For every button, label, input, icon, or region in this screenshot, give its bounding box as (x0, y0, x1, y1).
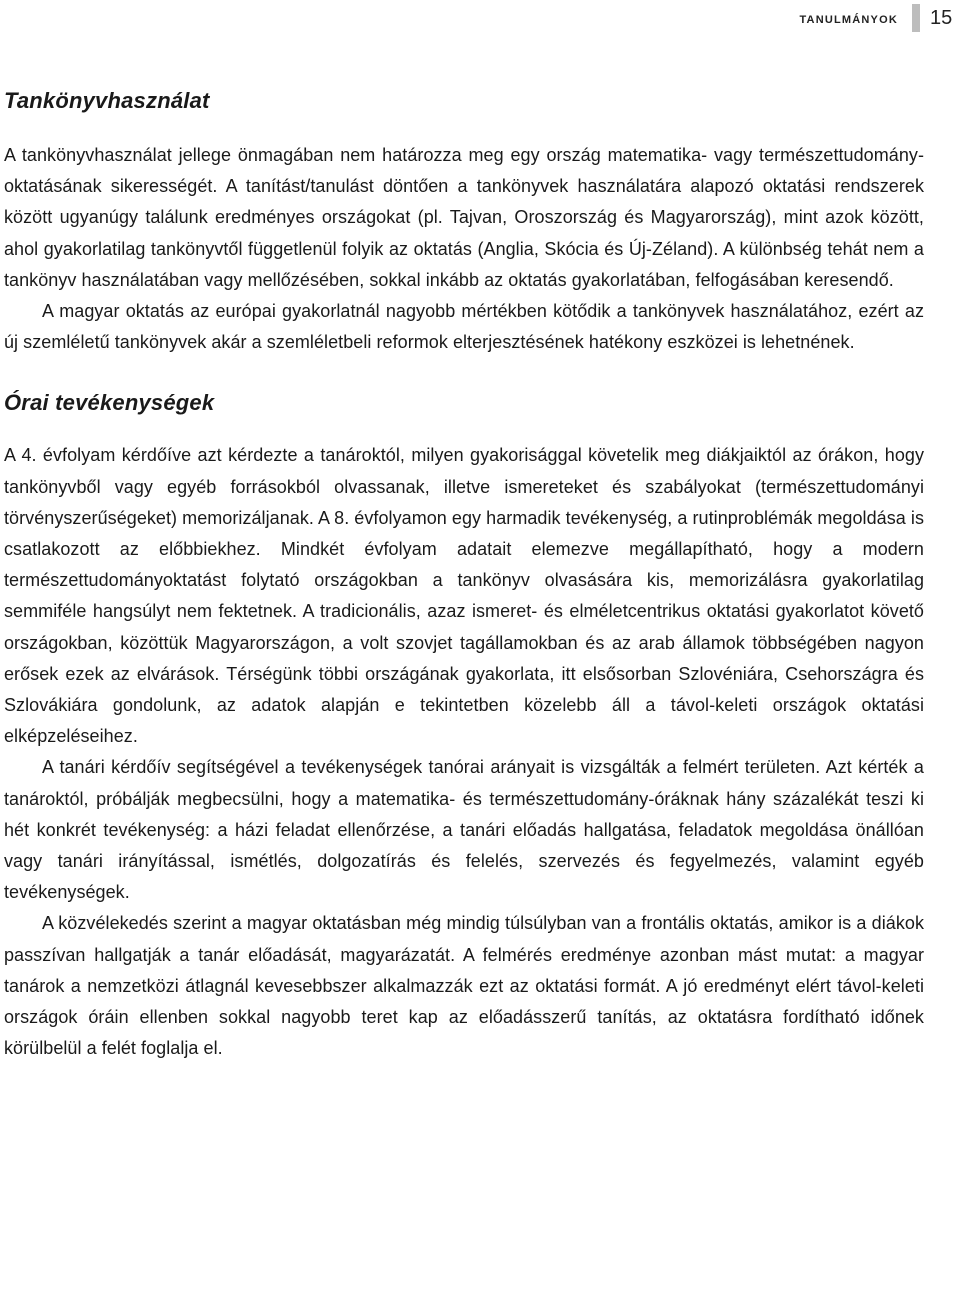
paragraph: A 4. évfolyam kérdőíve azt kérdezte a tanároktól, milyen gyakorisággal követelik meg diákjaiktól az órákon, hogy tankönyvből vagy egyéb forrásokból olvassanak, illetve ismereteket és szabályokat (természettudományi törvényszerűségeket) memorizáljanak. A 8. évfolyamon egy harmadik tevékenység, a rutinproblémák megoldása is csatlakozott az előbbiekhez. Mindkét évfolyam adatait elemezve megállapítható, hogy a modern természettudományoktatást folytató országokban a tankönyv olvasására kis, memorizálásra gyakorlatilag semmiféle hangsúlyt nem fektetnek. A tradicionális, azaz ismeret- és elméletcentrikus oktatási gyakorlatot követő országokban, közöttük Magyarországon, a volt szovjet tagállamokban és az arab államok többségében nagyon erősek ezek az elvárások. Térségünk többi országának gyakorlata, itt elsősorban Szlovéniára, Csehországra és Szlovákiára gondolunk, az adatok alapján e tekintetben közelebb áll a távol-keleti országok oktatási elképzeléseihez. (4, 445, 924, 747)
section-heading-tankonyvhasznalat: Tankönyvhasználat (4, 88, 210, 113)
paragraph: A tanári kérdőív segítségével a tevékenységek tanórai arányait is vizsgálták a felmért területen. Azt kérték a tanároktól, próbálják megbecsülni, hogy a matematika- és természettudomány-óráknak hány százalékát teszi ki hét konkrét tevékenység: a házi feladat ellenőrzése, a tanári előadás hallgatása, feladatok megoldása önállóan vagy tanári irányítással, ismétlés, dolgozatírás és felelés, szervezés és fegyelmezés, valamint egyéb tevékenységek. (4, 757, 924, 903)
article-body (4, 86, 924, 1064)
page-number: 15 (930, 6, 953, 29)
header-divider-bar (912, 4, 920, 32)
section-heading-orai-tevekenysegek: Órai tevékenységek (4, 390, 215, 416)
section-label: tanulmányok (799, 9, 898, 27)
paragraph: A tankönyvhasználat jellege önmagában nem határozza meg egy ország matematika- vagy természettudomány-oktatásának sikerességét. A tanítást/tanulást döntően a tankönyvek használatára alapozó oktatási rendszerek között ugyanúgy találunk eredményes országokat (pl. Tajvan, Oroszország és Magyarország), mint azok között, ahol gyakorlatilag tankönyvtől függetlenül folyik az oktatás (Anglia, Skócia és Új-Zéland). A különbség tehát nem a tankönyv használatában vagy mellőzésében, sokkal inkább az oktatás gyakorlatában, felfogásában keresendő. (4, 145, 924, 290)
paragraph: A magyar oktatás az európai gyakorlatnál nagyobb mértékben kötődik a tankönyvek használatához, ezért az új szemléletű tankönyvek akár a szemléletbeli reformok elterjesztésének hatékony eszközei is lehetnének. (4, 301, 924, 353)
running-header (799, 4, 960, 32)
paragraph: A közvélekedés szerint a magyar oktatásban még mindig túlsúlyban van a frontális oktatás, amikor is a diákok passzívan hallgatják a tanár előadását, magyarázatát. A felmérés eredménye azonban mást mutat: a magyar tanárok a nemzetközi átlagnál kevesebbszer alkalmazzák ezt az oktatási formát. A jó eredményt elért távol-keleti országok óráin ellenben sokkal nagyobb teret kap az előadásszerű tanítás, az oktatásra fordítható időnek körülbelül a felét foglalja el. (4, 913, 924, 1059)
